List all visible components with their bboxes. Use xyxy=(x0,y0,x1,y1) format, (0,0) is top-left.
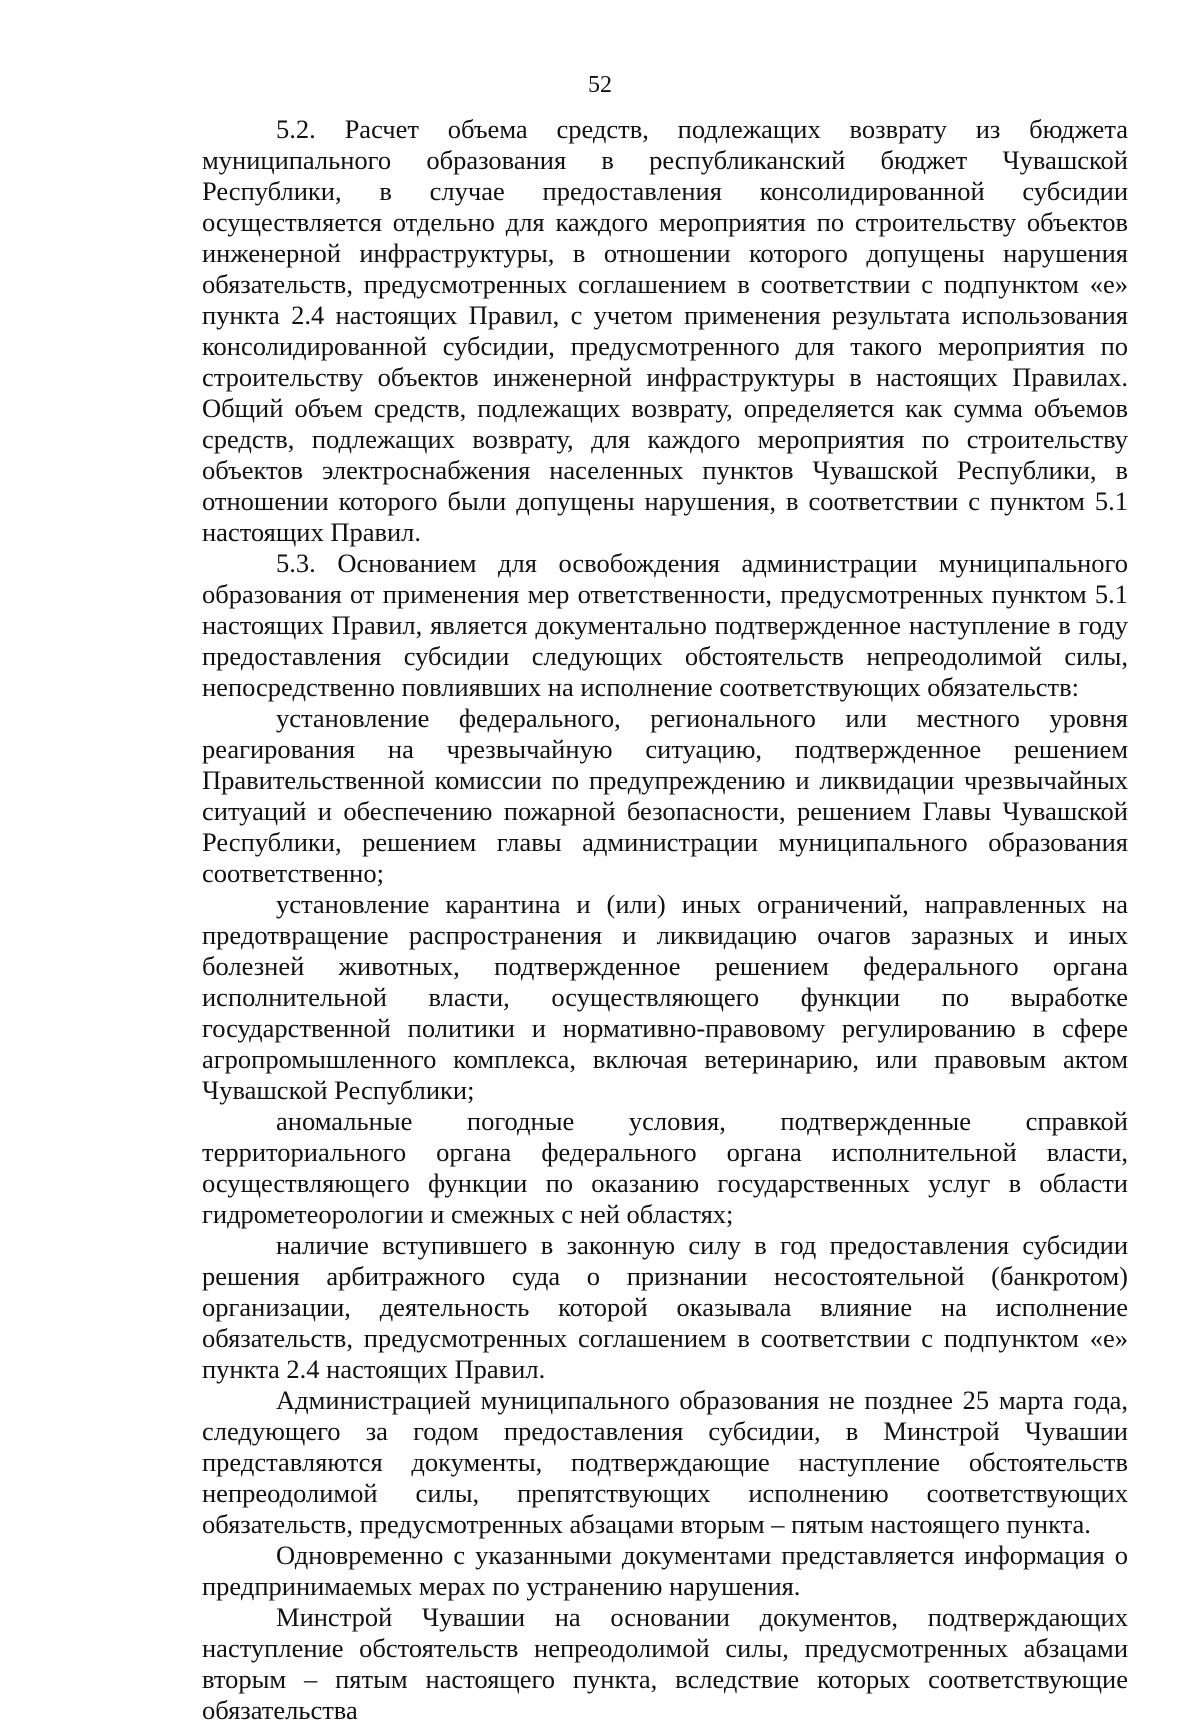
paragraph-emergency-regime: установление федерального, регионального или местного уровня реагирования на чрезвычайную ситуацию, подтвержденное решением Правительственной комиссии по предупреждению и ликвидации чрезвычайных ситуаций и обеспечению пожарной безопасности, решением Главы Чувашской Республики, решением главы администрации муниципального образования соответственно; xyxy=(202,703,1128,888)
document-body xyxy=(202,114,1128,1726)
paragraph-documents-deadline: Администрацией муниципального образования не позднее 25 марта года, следующего за годом предоставления субсидии, в Минстрой Чувашии представляются документы, подтверждающие наступление обстоятельств непреодолимой силы, препятствующих исполнению соответствующих обязательств, предусмотренных абзацами вторым – пятым настоящего пункта. xyxy=(202,1385,1128,1539)
paragraph-bankruptcy: наличие вступившего в законную силу в год предоставления субсидии решения арбитражного суда о признании несостоятельной (банкротом) организации, деятельность которой оказывала влияние на исполнение обязательств, предусмотренных соглашением в соответствии с подпунктом «е» пункта 2.4 настоящих Правил. xyxy=(202,1230,1128,1384)
paragraph-5-3: 5.3. Основанием для освобождения администрации муниципального образования от применения мер ответственности, предусмотренных пунктом 5.1 настоящих Правил, является документально подтвержденное наступление в году предоставления субсидии следующих обстоятельств непреодолимой силы, непосредственно повлиявших на исполнение соответствующих обязательств: xyxy=(202,548,1128,702)
page-number: 52 xyxy=(588,72,612,98)
paragraph-5-2: 5.2. Расчет объема средств, подлежащих возврату из бюджета муниципального образования в республиканский бюджет Чувашской Республики, в случае предоставления консолидированной субсидии осуществляется отдельно для каждого мероприятия по строительству объектов инженерной инфраструктуры, в отношении которого допущены нарушения обязательств, предусмотренных соглашением в соответствии с подпунктом «е» пункта 2.4 настоящих Правил, с учетом применения результата использования консолидированной субсидии, предусмотренного для такого мероприятия по строительству объектов инженерной инфраструктуры в настоящих Правилах. Общий объем средств, подлежащих возврату, определяется как сумма объемов средств, подлежащих возврату, для каждого мероприятия по строительству объектов электроснабжения населенных пунктов Чувашской Республики, в отношении которого были допущены нарушения, в соответствии с пунктом 5.1 настоящих Правил. xyxy=(202,114,1128,547)
paragraph-quarantine: установление карантина и (или) иных ограничений, направленных на предотвращение распространения и ликвидацию очагов заразных и иных болезней животных, подтвержденное решением федерального органа исполнительной власти, осуществляющего функции по выработке государственной политики и нормативно-правовому регулированию в сфере агропромышленного комплекса, включая ветеринарию, или правовым актом Чувашской Республики; xyxy=(202,889,1128,1105)
paragraph-minstroy-decision: Минстрой Чувашии на основании документов, подтверждающих наступление обстоятельств непреодолимой силы, предусмотренных абзацами вторым – пятым настоящего пункта, вследствие которых соответствующие обязательства xyxy=(202,1602,1128,1725)
paragraph-weather-conditions: аномальные погодные условия, подтвержденные справкой территориального органа федерального органа исполнительной власти, осуществляющего функции по оказанию государственных услуг в области гидрометеорологии и смежных с ней областях; xyxy=(202,1106,1128,1229)
paragraph-remedy-information: Одновременно с указанными документами представляется информация о предпринимаемых мерах по устранению нарушения. xyxy=(202,1540,1128,1601)
